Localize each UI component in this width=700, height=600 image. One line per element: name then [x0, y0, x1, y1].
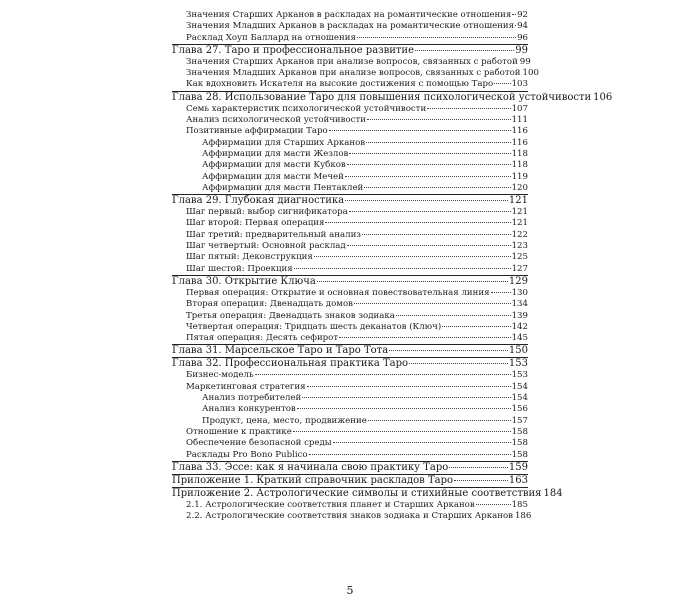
- toc-leader-dots: [368, 420, 511, 421]
- toc-entry-page: 106: [593, 91, 613, 103]
- toc-entry: [172, 172, 528, 183]
- toc-entry-page: 119: [511, 171, 528, 182]
- toc-entry-page: 94: [517, 21, 528, 32]
- toc-entry-title: Значения Старших Арканов при анализе вопросов, связанных с работой: [186, 56, 518, 67]
- toc-leader-dots: [302, 397, 510, 398]
- toc-entry-page: 120: [511, 182, 528, 193]
- toc-entry: [172, 370, 528, 381]
- toc-entry: [172, 416, 528, 427]
- toc-entry: [172, 126, 528, 137]
- toc-entry-page: 186: [514, 511, 532, 522]
- toc-entry: [172, 450, 528, 461]
- toc-chapter-entry: [172, 461, 528, 474]
- toc-leader-dots: [409, 363, 508, 364]
- toc-entry-page: 121: [511, 218, 528, 229]
- toc-leader-dots: [255, 374, 511, 375]
- toc-leader-dots: [494, 83, 510, 84]
- toc-leader-dots: [307, 386, 511, 387]
- toc-entry-title: Вторая операция: Двенадцать домов: [186, 299, 353, 310]
- toc-entry-title: Аффирмации для масти Жезлов: [202, 148, 349, 159]
- toc-entry: [172, 322, 528, 333]
- toc-entry: [172, 33, 528, 44]
- toc-entry-title: Приложение 1. Краткий справочник раскладов Таро: [172, 474, 454, 486]
- toc-entry-title: Анализ психологической устойчивости: [186, 115, 366, 126]
- toc-entry: [172, 230, 528, 241]
- toc-leader-dots: [294, 268, 511, 269]
- toc-leader-dots: [314, 256, 511, 257]
- toc-chapter-entry: [172, 275, 528, 288]
- toc-entry-page: 145: [511, 333, 528, 344]
- toc-entry-page: 157: [511, 415, 528, 426]
- toc-entry-page: 139: [511, 310, 528, 321]
- toc-leader-dots: [357, 37, 516, 38]
- toc-entry: [172, 56, 531, 68]
- toc-entry-title: Приложение 2. Астрологические символы и стихийные соответствия: [172, 487, 542, 499]
- toc-entry-title: Значения Младших Арканов в раскладах на романтические отношения: [186, 21, 515, 32]
- toc-leader-dots: [347, 245, 511, 246]
- toc-leader-dots: [476, 504, 511, 505]
- toc-entry: [172, 333, 528, 344]
- page-number: 5: [346, 584, 354, 597]
- toc-entry-page: 130: [511, 287, 528, 298]
- toc-entry: [172, 404, 528, 415]
- toc-entry-title: Позитивные аффирмации Таро: [186, 126, 328, 137]
- toc-entry-page: 99: [515, 44, 528, 56]
- toc-entry-title: Четвертая операция: Тридцать шесть деканатов (Ключ): [186, 321, 442, 332]
- toc-entry-title: Глава 31. Марсельское Таро и Таро Тота: [172, 345, 389, 357]
- toc-entry-title: Глава 32. Профессиональная практика Таро: [172, 358, 409, 370]
- toc-entry-title: Маркетинговая стратегия: [186, 381, 306, 392]
- toc-leader-dots: [349, 153, 510, 154]
- toc-entry: [172, 427, 528, 438]
- toc-leader-dots: [362, 234, 511, 235]
- toc-leader-dots: [345, 200, 508, 201]
- toc-entry-page: 103: [511, 79, 528, 90]
- toc-entry-title: Продукт, цена, место, продвижение: [202, 415, 367, 426]
- toc-entry-page: 118: [511, 148, 528, 159]
- toc-leader-dots: [389, 350, 508, 351]
- toc-leader-dots: [515, 25, 516, 26]
- toc-entry-page: 121: [508, 195, 528, 207]
- toc-chapter-entry: [172, 357, 528, 370]
- toc-entry-page: 153: [511, 370, 528, 381]
- toc-entry-title: Шаг третий: предварительный анализ: [186, 229, 361, 240]
- toc-entry-page: 116: [511, 126, 528, 137]
- toc-entry: [172, 10, 528, 21]
- toc-entry: [172, 264, 528, 275]
- toc-entry-title: Третья операция: Двенадцать знаков зодиака: [186, 310, 395, 321]
- toc-entry-page: 156: [511, 404, 528, 415]
- toc-entry: [172, 241, 528, 252]
- toc-entry-title: Шаг первый: выбор сигнификатора: [186, 207, 348, 218]
- toc-entry-title: Аффирмации для масти Кубков: [202, 160, 346, 171]
- toc-leader-dots: [333, 442, 511, 443]
- toc-entry-title: Отношение к практике: [186, 426, 292, 437]
- toc-leader-dots: [354, 303, 511, 304]
- toc-entry-page: 159: [508, 461, 528, 473]
- toc-leader-dots: [415, 50, 514, 51]
- toc-chapter-entry: [172, 474, 528, 487]
- toc-leader-dots: [427, 108, 510, 109]
- toc-entry-title: Семь характеристик психологической устойчивости: [186, 103, 427, 114]
- toc-chapter-entry: [172, 487, 563, 500]
- toc-leader-dots: [317, 281, 508, 282]
- toc-entry-title: 2.1. Астрологические соответствия планет и Старших Арканов: [186, 499, 475, 510]
- toc-leader-dots: [449, 467, 508, 468]
- toc-entry-title: Бизнес-модель: [186, 370, 254, 381]
- toc-entry-title: Глава 33. Эссе: как я начинала свою практику Таро: [172, 461, 449, 473]
- toc-entry-page: 158: [511, 449, 528, 460]
- toc-leader-dots: [293, 431, 511, 432]
- toc-entry: [172, 68, 539, 79]
- toc-entry-page: 122: [511, 229, 528, 240]
- toc-entry: [172, 299, 528, 310]
- toc-entry-title: Значения Старших Арканов в раскладах на романтические отношения: [186, 10, 512, 20]
- toc-chapter-entry: [172, 344, 528, 357]
- toc-entry-title: Глава 29. Глубокая диагностика: [172, 195, 345, 207]
- toc-entry-title: Значения Младших Арканов при анализе вопросов, связанных с работой: [186, 68, 521, 79]
- toc-leader-dots: [309, 454, 511, 455]
- toc-entry-page: 184: [543, 487, 563, 499]
- toc-entry-title: Глава 27. Таро и профессиональное развитие: [172, 44, 415, 56]
- toc-leader-dots: [364, 187, 510, 188]
- toc-entry: [172, 207, 528, 218]
- toc-entry-page: 96: [517, 32, 528, 43]
- toc-entry-title: Шаг пятый: Деконструкция: [186, 252, 313, 263]
- toc-entry-title: Расклад Хоуп Баллард на отношения: [186, 32, 356, 43]
- toc-entry: [172, 511, 532, 522]
- toc-entry: [172, 438, 528, 449]
- toc-entry: [172, 183, 528, 194]
- toc-leader-dots: [347, 164, 511, 165]
- toc-entry-page: 142: [511, 321, 528, 332]
- toc-entry-title: Шаг четвертый: Основной расклад: [186, 241, 346, 252]
- toc-leader-dots: [345, 176, 511, 177]
- toc-leader-dots: [454, 480, 508, 481]
- toc-entry-title: Обеспечение безопасной среды: [186, 438, 332, 449]
- toc-entry: [172, 393, 528, 404]
- toc-entry-page: 129: [508, 275, 528, 287]
- toc-leader-dots: [339, 337, 510, 338]
- toc-entry: [172, 21, 528, 32]
- toc-leader-dots: [329, 130, 511, 131]
- toc-entry-page: 154: [511, 393, 528, 404]
- toc-entry: [172, 104, 528, 115]
- toc-entry-page: 116: [511, 137, 528, 148]
- toc-entry-title: Глава 30. Открытие Ключа: [172, 275, 316, 287]
- toc-leader-dots: [512, 14, 516, 15]
- toc-entry-page: 158: [511, 438, 528, 449]
- toc-leader-dots: [349, 211, 511, 212]
- toc-leader-dots: [442, 326, 510, 327]
- toc-entry: [172, 79, 528, 90]
- toc-entry-title: Пятая операция: Десять сефирот: [186, 333, 339, 344]
- toc-chapter-entry: [172, 91, 613, 104]
- toc-entry-title: Аффирмации для масти Мечей: [202, 171, 344, 182]
- toc-entry-page: 154: [511, 381, 528, 392]
- toc-entry-page: 153: [508, 358, 528, 370]
- toc-entry-title: Анализ потребителей: [202, 393, 302, 404]
- toc-entry: [172, 311, 528, 322]
- toc-leader-dots: [325, 222, 510, 223]
- toc-leader-dots: [366, 142, 510, 143]
- toc-entry: [172, 218, 528, 229]
- toc-entry: [172, 115, 528, 126]
- toc-entry-title: Анализ конкурентов: [202, 404, 296, 415]
- toc-entry-page: 118: [511, 160, 528, 171]
- toc-entry-title: Как вдохновить Искателя на высокие достижения с помощью Таро: [186, 79, 494, 90]
- toc-entry: [172, 288, 528, 299]
- toc-entry-page: 150: [508, 345, 528, 357]
- toc-entry-page: 158: [511, 426, 528, 437]
- toc-entry-title: Аффирмации для Старших Арканов: [202, 137, 366, 148]
- toc-entry: [172, 138, 528, 149]
- toc-entry: [172, 382, 528, 393]
- toc-entry-page: 127: [511, 263, 528, 274]
- toc-entry-page: 100: [522, 68, 539, 79]
- toc-chapter-entry: [172, 44, 528, 57]
- toc-leader-dots: [491, 292, 511, 293]
- toc-leader-dots: [367, 119, 511, 120]
- toc-entry-title: Аффирмации для масти Пентаклей: [202, 182, 364, 193]
- toc-entry-page: 99: [519, 56, 531, 67]
- toc-entry: [172, 500, 528, 511]
- toc-entry-page: 123: [511, 241, 528, 252]
- toc-entry-title: Шаг второй: Первая операция: [186, 218, 325, 229]
- toc-entry-page: 134: [511, 299, 528, 310]
- toc-chapter-entry: [172, 194, 528, 207]
- toc-leader-dots: [297, 408, 511, 409]
- table-of-contents: [172, 10, 613, 522]
- toc-entry-page: 92: [517, 10, 528, 20]
- toc-entry-title: Шаг шестой: Проекция: [186, 263, 293, 274]
- toc-entry-title: 2.2. Астрологические соответствия знаков зодиака и Старших Арканов: [186, 511, 513, 522]
- toc-entry-page: 111: [511, 115, 528, 126]
- toc-entry-page: 121: [511, 207, 528, 218]
- toc-leader-dots: [396, 315, 511, 316]
- toc-entry-page: 107: [511, 103, 528, 114]
- toc-entry-page: 163: [508, 474, 528, 486]
- toc-entry-page: 185: [511, 499, 528, 510]
- toc-entry-page: 125: [511, 252, 528, 263]
- toc-entry-title: Расклады Pro Bono Publico: [186, 449, 308, 460]
- toc-entry: [172, 252, 528, 263]
- toc-entry: [172, 149, 528, 160]
- toc-entry-title: Первая операция: Открытие и основная повествовательная линия: [186, 287, 490, 298]
- toc-entry: [172, 160, 528, 171]
- toc-entry-title: Глава 28. Использование Таро для повышения психологической устойчивости: [172, 91, 592, 103]
